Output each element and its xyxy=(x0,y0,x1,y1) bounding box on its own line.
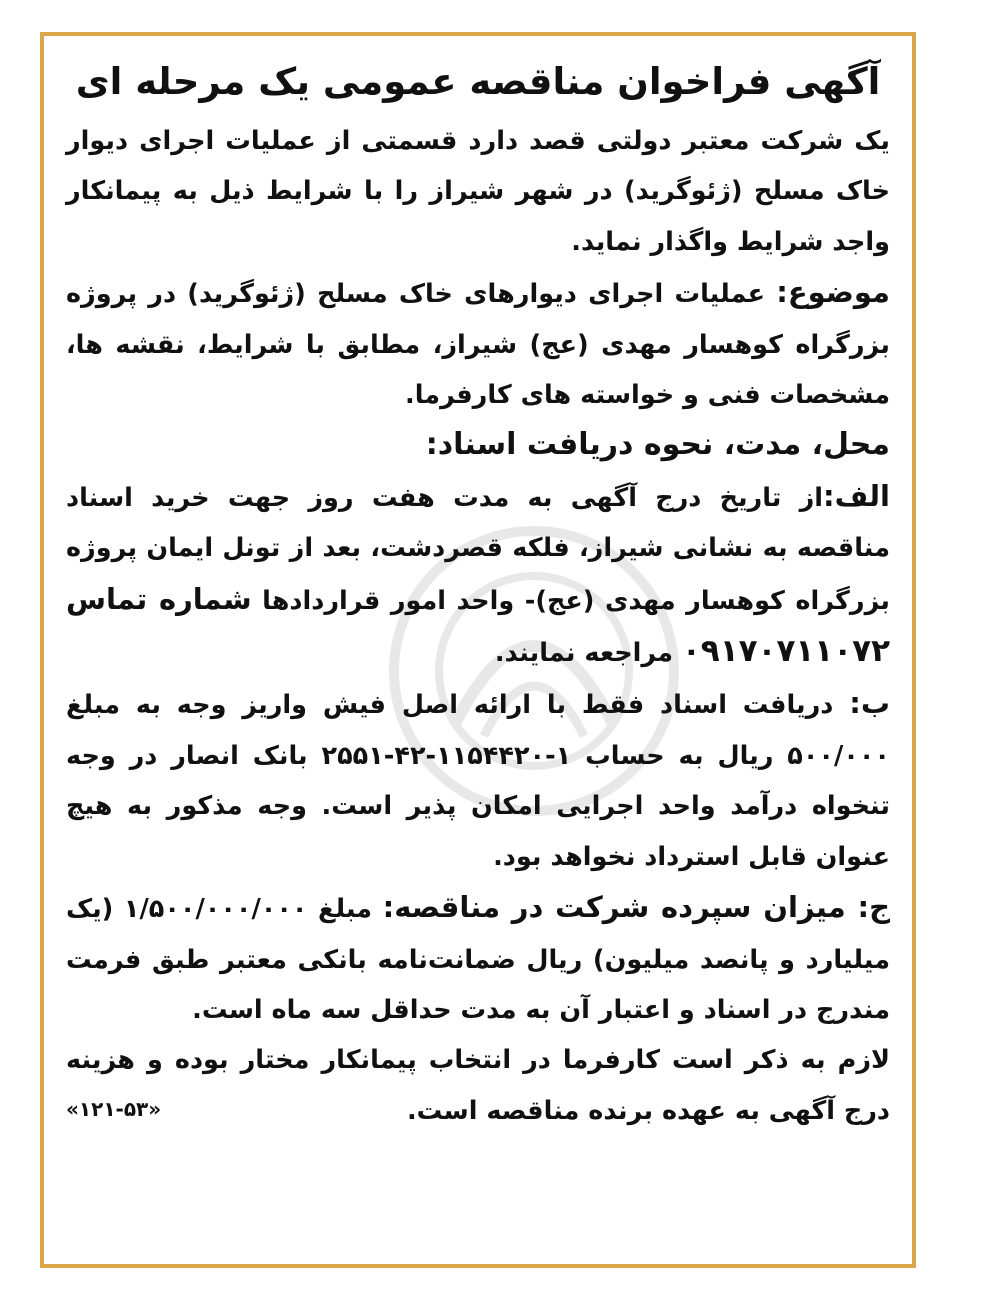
section-a-tail: مراجعه نمایند. xyxy=(494,638,682,669)
subject-paragraph xyxy=(66,267,890,420)
section-a-text: از تاریخ درج آگهی به مدت هفت روز جهت خرید اسناد مناقصه به نشانی شیراز، فلکه قصردشت، بعد از تونل ایمان پروژه بزرگراه کوهسار مهدی (عج)- واحد امور قراردادها xyxy=(66,482,891,616)
intro-paragraph: یک شرکت معتبر دولتی قصد دارد قسمتی از عملیات اجرای دیوار خاک مسلح (ژئوگرید) در شهر شیراز را با شرایط ذیل به پیمانکار واجد شرایط واگذار نماید. xyxy=(66,126,890,257)
closing-paragraph xyxy=(66,1035,890,1136)
section-b-text: دریافت اسناد فقط با ارائه اصل فیش واریز وجه به مبلغ ۵۰۰/۰۰۰ ریال به حساب ۱-۱۱۵۴۴۲۰-۴۲-۲۵۵۱ بانک انصار در وجه تنخواه درآمد واحد اجرایی امکان پذیر است. وجه مذکور به هیچ عنوان قابل استرداد نخواهد بود. xyxy=(66,690,890,872)
notice-title: آگهی فراخوان مناقصه عمومی یک مرحله ای xyxy=(75,60,881,103)
subject-text: عملیات اجرای دیوارهای خاک مسلح (ژئوگرید) در پروژه بزرگراه کوهسار مهدی (عج) شیراز، مطابق با شرایط، نقشه ها، مشخصات فنی و خواسته های کارفرما. xyxy=(66,279,890,411)
closing-text: لازم به ذکر است کارفرما در انتخاب پیمانکار مختار بوده و هزینه درج آگهی به عهده برنده مناقصه است. xyxy=(66,1045,890,1126)
subject-label: موضوع: xyxy=(776,275,890,310)
section-c-paragraph xyxy=(66,882,890,1035)
phone-label: شماره تماس xyxy=(66,581,252,616)
reference-code: «۱۲۱-۵۳» xyxy=(66,1096,162,1121)
documents-heading: محل، مدت، نحوه دریافت اسناد: xyxy=(425,427,890,463)
section-a-label: الف: xyxy=(823,478,890,513)
section-c-label: ج: میزان سپرده شرکت در مناقصه: xyxy=(382,890,890,925)
phone-number: ۰۹۱۷۰۷۱۱۰۷۲ xyxy=(681,633,890,670)
tender-notice xyxy=(40,32,916,1268)
notice-body xyxy=(66,48,890,1252)
section-b-paragraph xyxy=(66,678,890,882)
section-a-paragraph xyxy=(66,471,890,679)
section-c-text: مبلغ ۱/۵۰۰/۰۰۰/۰۰۰ (یک میلیارد و پانصد میلیون) ریال ضمانت‌نامه بانکی معتبر طبق فرمت مندرج در اسناد و اعتبار آن به مدت حداقل سه ماه است. xyxy=(66,894,890,1025)
section-b-label: ب: xyxy=(849,686,890,721)
